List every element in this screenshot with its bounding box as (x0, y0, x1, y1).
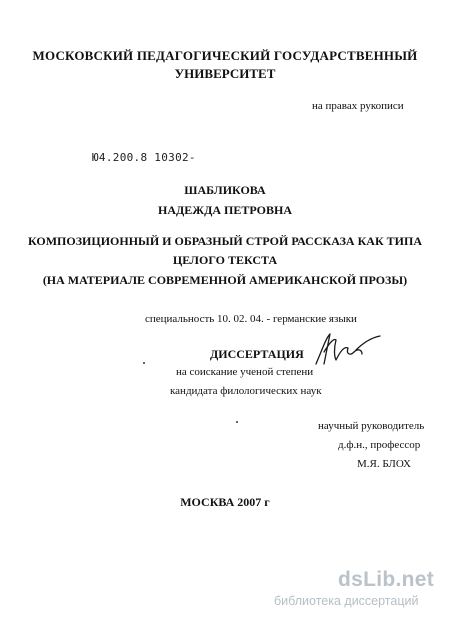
author-surname: ШАБЛИКОВА (184, 183, 266, 197)
city-year: МОСКВА 2007 г (180, 495, 270, 509)
author-given-names: НАДЕЖДА ПЕТРОВНА (158, 203, 292, 217)
university-name-line2: УНИВЕРСИТЕТ (174, 66, 276, 81)
scan-speck (143, 362, 145, 364)
supervisor-role: научный руководитель (318, 420, 425, 432)
supervisor-name: М.Я. БЛОХ (357, 458, 411, 470)
supervisor-degree: д.ф.н., профессор (338, 439, 421, 451)
thesis-title-line1: КОМПОЗИЦИОННЫЙ И ОБРАЗНЫЙ СТРОЙ РАССКАЗА КАК ТИПА (27, 234, 422, 248)
archive-stamp-code: Ю4.200.8 10302- (92, 151, 196, 164)
university-name-line1: МОСКОВСКИЙ ПЕДАГОГИЧЕСКИЙ ГОСУДАРСТВЕННЫЙ (32, 48, 418, 63)
thesis-title-line3: (НА МАТЕРИАЛЕ СОВРЕМЕННОЙ АМЕРИКАНСКОЙ ПРОЗЫ) (42, 273, 408, 287)
watermark-logo: dsLib.net (338, 568, 435, 591)
degree-sought-line: на соискание ученой степени (176, 366, 314, 378)
watermark-caption: библиотека диссертаций (274, 594, 419, 608)
dissertation-label: ДИССЕРТАЦИЯ (210, 347, 304, 361)
handwritten-signature-icon (312, 330, 384, 370)
manuscript-rights-note: на правах рукописи (312, 100, 404, 112)
degree-name-line: кандидата филологических наук (170, 385, 322, 397)
scan-speck (236, 421, 238, 423)
thesis-title-line2: ЦЕЛОГО ТЕКСТА (172, 253, 278, 267)
specialty-code: специальность 10. 02. 04. - германские языки (145, 313, 357, 325)
